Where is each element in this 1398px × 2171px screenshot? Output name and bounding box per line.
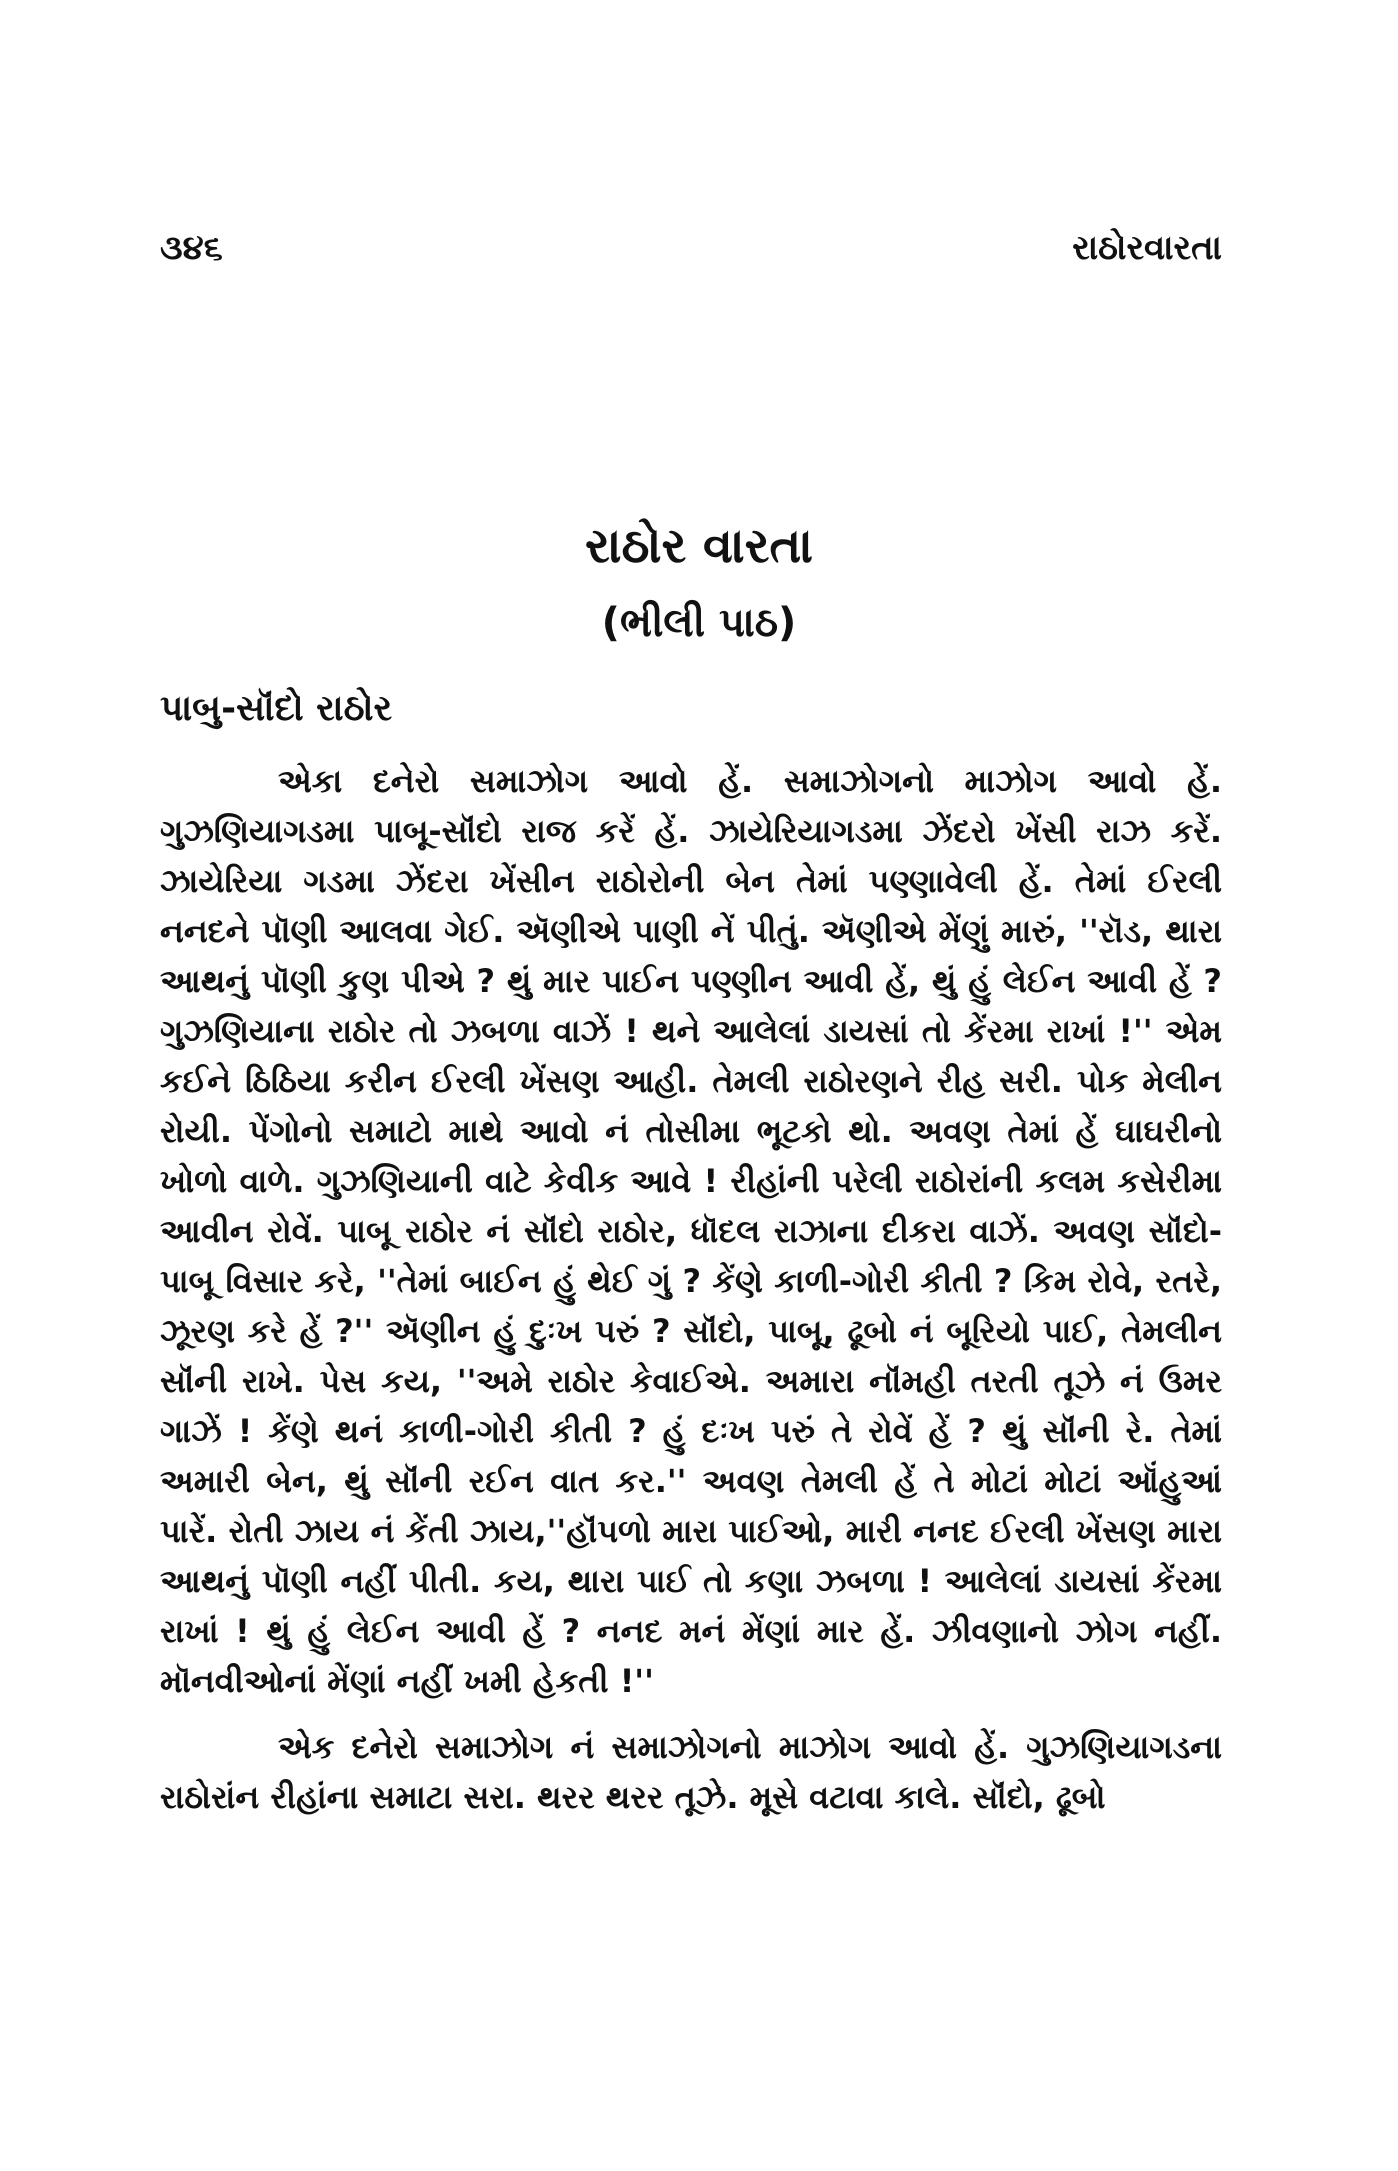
page-number: ૩૪૬ xyxy=(160,228,223,268)
running-book-title: રાઠોરવારતા xyxy=(1072,228,1222,268)
running-head xyxy=(160,228,1222,278)
chapter-title: રાઠોર વારતા xyxy=(584,518,814,574)
chapter-subtitle: (ભીલી પાઠ) xyxy=(601,600,797,646)
paragraph: એક દનેરો સમાઝોગ નં સમાઝોગનો માઝોગ આવો હેં. ગુઝણિયાગડના રાઠોરાંન રીહાંના સમાટા સરા. થરર થરર તૂઝે. મૂસે વટાવા કાલે. સૉંદો, ઢૂબો xyxy=(160,1728,1222,1816)
section-heading: પાબુ-સૉંદો રાઠોર xyxy=(160,688,393,729)
paragraph: એકા દનેરો સમાઝોગ આવો હેં. સમાઝોગનો માઝોગ આવો હેં. ગુઝણિયાગડમા પાબૂ-સૉંદો રાજ કરેં હેં. ઝાયેરિયાગડમા ઝેંદરો ખેંસી રાઝ કરેં. ઝાયેરિયા ગડમા ઝેંદરા ખેંસીન રાઠોરોની બેન તેમાં પણ્ણાવેલી હેં. તેમાં ઈરલી નનદને પૉણી આલવા ગેઈ. ઍણીએ પાણી નેં પીતું. ઍણીએ મેંણું મારું, ''રૉડ, થારા આથનું પૉણી કુણ પીએ ? થું માર પાઈન પણ્ણીન આવી હેં, થું હું લેઈન આવી હેં ? ગુઝણિયાના રાઠોર તો ઝબળા વાઝેં ! થને આલેલાં ડાયસાં તો કેંરમા રાખાં !'' એમ કઈને ઠિઠિયા કરીન ઈરલી ખેંસણ આહી. તેમલી રાઠોરણને રીહ સરી. પોક મેલીન રોયી. પેંગોનો સમાટો માથે આવો નં તોસીમા ભૂટકો થો. અવણ તેમાં હેં ઘાઘરીનો ખોળો વાળે. ગુઝણિયાની વાટે કેવીક આવે ! રીહાંની પરેલી રાઠોરાંની કલમ કસેરીમા આવીન રોવેં. પાબૂ રાઠોર નં સૉંદો રાઠોર, ધૉદલ રાઝાના દીકરા વાઝેં. અવણ સૉંદો-પાબૂ વિસાર કરે, ''તેમાં બાઈન હું થેઈ ગું ? કેંણે કાળી-ગોરી કીતી ? કિમ રોવે, રતરે, ઝૂરણ કરે હેં ?'' ઍણીન હું દુઃખ પરું ? સૉંદો, પાબૂ, ઢૂબો નં બૂરિયો પાઈ, તેમલીન સૉંની રાખે. પેસ કય, ''અમે રાઠોર કેવાઈએ. અમારા નૉંમહી તરતી તૂઝે નં ઉમર ગાઝેં ! કેંણે થનં કાળી-ગોરી કીતી ? હું દઃખ પરું તે રોવેં હેં ? થું સૉંની રે. તેમાં અમારી બેન, થું સૉંની રઈન વાત કર.'' અવણ તેમલી હેં તે મોટાં મોટાં ઑંહુઆં પારેં. રોતી ઝાય નં કેંતી ઝાય,''હૉંપળો મારા પાઈઓ, મારી નનદ ઈરલી ખેંસણ મારા આથનું પૉણી નહીં પીતી. કય, થારા પાઈ તો કણા ઝબળા ! આલેલાં ડાયસાં કેંરમા રાખાં ! થું હું લેઈન આવી હેં ? નનદ મનં મેંણાં માર હેં. ઝીવણાનો ઝોગ નહીં. મૉનવીઓનાં મેંણાં નહીં ખમી હેકતી !'' xyxy=(160,762,1222,1700)
body-text xyxy=(160,756,1222,1822)
